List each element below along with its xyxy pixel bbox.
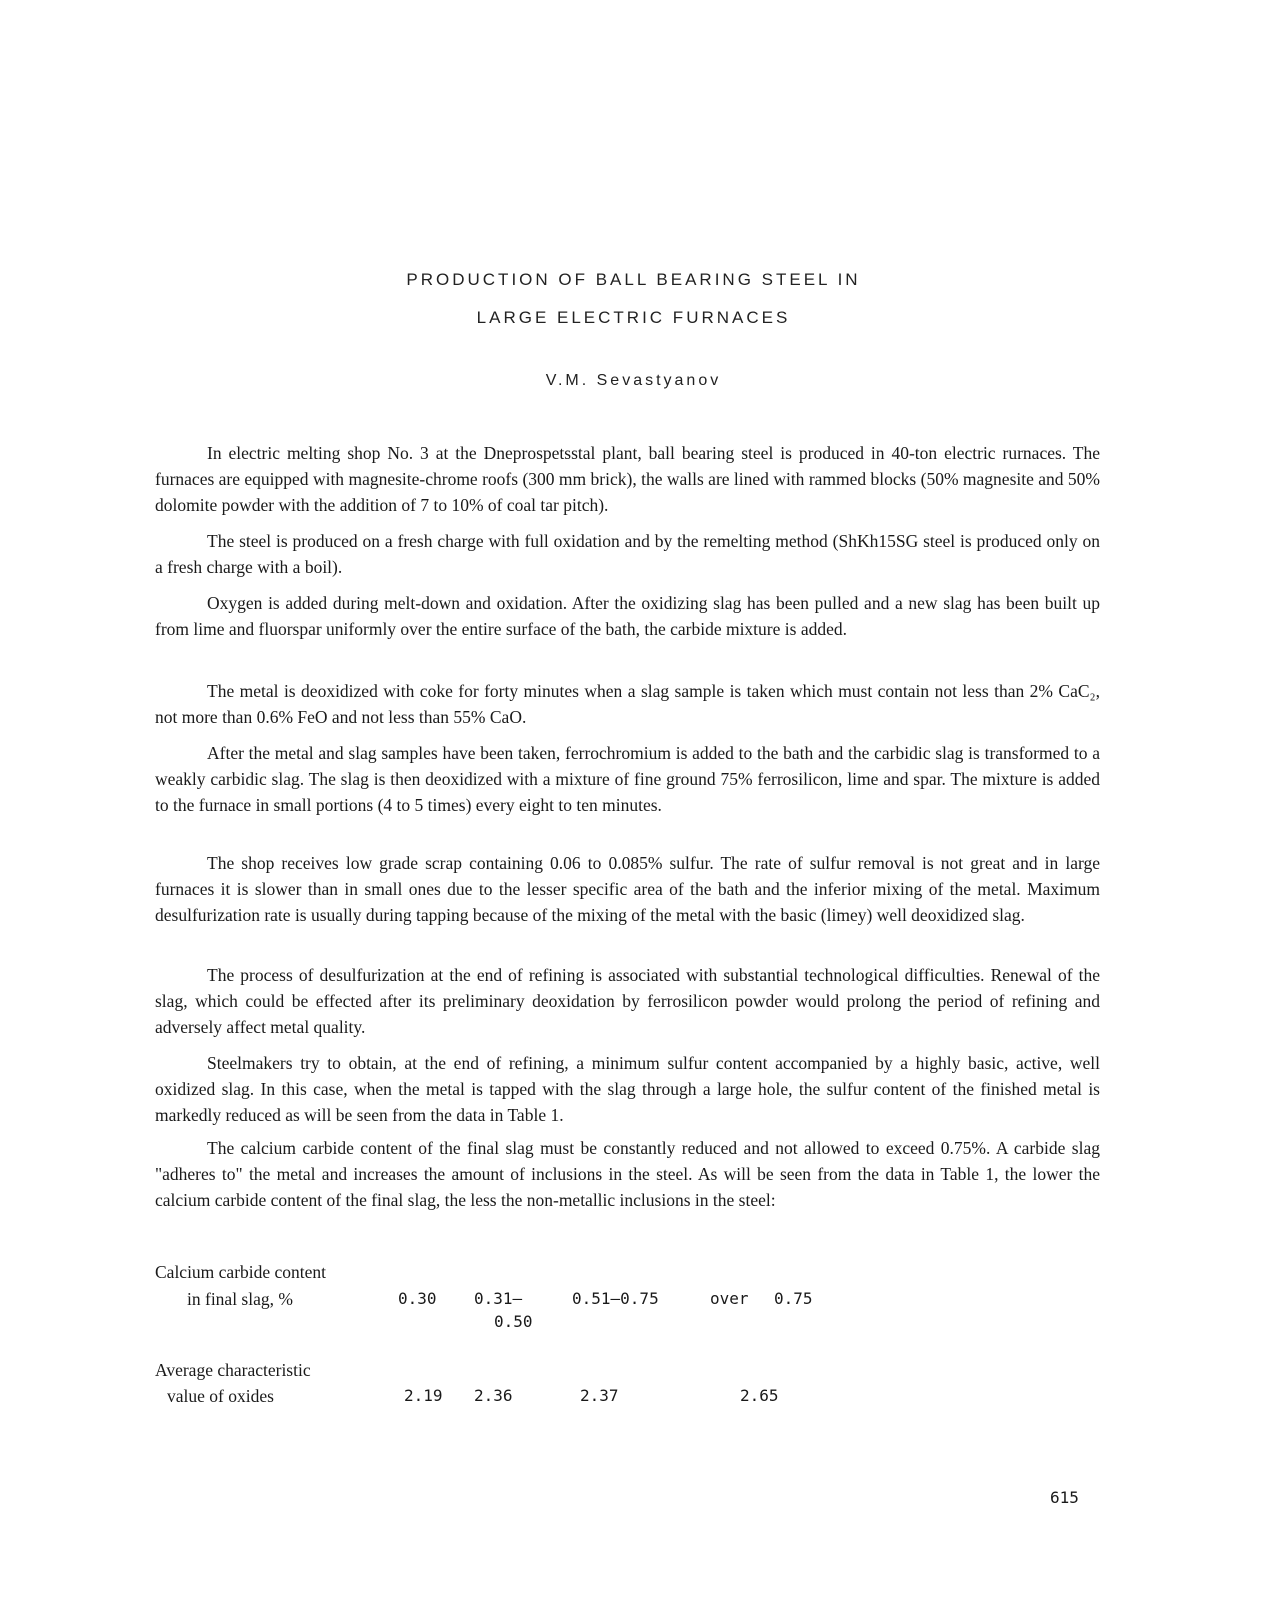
title-line-1: PRODUCTION OF BALL BEARING STEEL IN — [406, 270, 861, 289]
row2-label-line2: value of oxides — [167, 1386, 274, 1406]
paragraph-7: The process of desulfurization at the end of refining is associated with substantial technological difficulties. Renewal of the slag, which could be effected after its preliminary deoxidation by ferrosilicon powder would prolong the period of refining and adversely affect metal quality. — [155, 965, 1100, 1037]
row1-label-line2: in final slag, % — [187, 1289, 293, 1309]
row2-label-line1: Average characteristic — [155, 1360, 311, 1380]
row1-label-line1: Calcium carbide content — [155, 1262, 327, 1282]
author: V.M. Sevastyanov — [545, 372, 722, 389]
title-line-2: LARGE ELECTRIC FURNACES — [476, 308, 791, 327]
table-cell: 0.30 — [398, 1289, 437, 1308]
paragraph-3: Oxygen is added during melt-down and oxidation. After the oxidizing slag has been pulled and a new slag has been built up from lime and fluorspar uniformly over the entire surface of the bath, the carbide mixture is added. — [155, 593, 1100, 639]
paragraph-1: In electric melting shop No. 3 at the Dneprospetsstal plant, ball bearing steel is produced in 40-ton electric rurnaces. The furnaces are equipped with magnesite-chrome roofs (300 mm brick), the walls are lined with rammed blocks (50% magnesite and 50% dolomite powder with the addition of 7 to 10% of coal tar pitch). — [155, 443, 1100, 515]
paragraph-9: The calcium carbide content of the final slag must be constantly reduced and not allowed to exceed 0.75%. A carbide slag "adheres to" the metal and increases the amount of inclusions in the steel. As will be seen from the data in Table 1, the lower the calcium carbide content of the final slag, the less the non-metallic inclusions in the steel: — [155, 1138, 1100, 1210]
paragraph-2: The steel is produced on a fresh charge with full oxidation and by the remelting method (ShKh15SG steel is produced only on a fresh charge with a boil). — [155, 531, 1100, 577]
paragraph-5: After the metal and slag samples have been taken, ferrochromium is added to the bath and the carbidic slag is transformed to a weakly carbidic slag. The slag is then deoxidized with a mixture of fine ground 75% ferrosilicon, lime and spar. The mixture is added to the furnace in small portions (4 to 5 times) every eight to ten minutes. — [155, 743, 1100, 815]
paragraph-6: The shop receives low grade scrap containing 0.06 to 0.085% sulfur. The rate of sulfur removal is not great and in large furnaces it is slower than in small ones due to the lesser specific area of the bath and the inferior mixing of the metal. Maximum desulfurization rate is usually during tapping because of the mixing of the metal with the basic (limey) well deoxidized slag. — [155, 853, 1100, 925]
table-cell: 2.19 — [404, 1386, 443, 1405]
paragraph-8: Steelmakers try to obtain, at the end of refining, a minimum sulfur content accompanied by a highly basic, active, well oxidized slag. In this case, when the metal is tapped with the slag through a large hole, the sulfur content of the finished metal is markedly reduced as will be seen from the data in Table 1. — [155, 1053, 1100, 1125]
table-cell: over — [710, 1289, 749, 1308]
table-cell: 0.75 — [774, 1289, 813, 1308]
table-cell: 0.31– — [474, 1289, 523, 1308]
table-cell: 2.37 — [580, 1386, 619, 1405]
paragraph-4: The metal is deoxidized with coke for forty minutes when a slag sample is taken which must contain not less than 2% CaC₂, not more than 0.6% FeO and not less than 55% CaO. — [155, 681, 1100, 727]
table-cell: 2.65 — [740, 1386, 779, 1405]
table-cell: 0.51–0.75 — [572, 1289, 659, 1308]
page-number: 615 — [1050, 1488, 1079, 1507]
table-cell: 0.50 — [494, 1312, 533, 1331]
table-cell: 2.36 — [474, 1386, 513, 1405]
